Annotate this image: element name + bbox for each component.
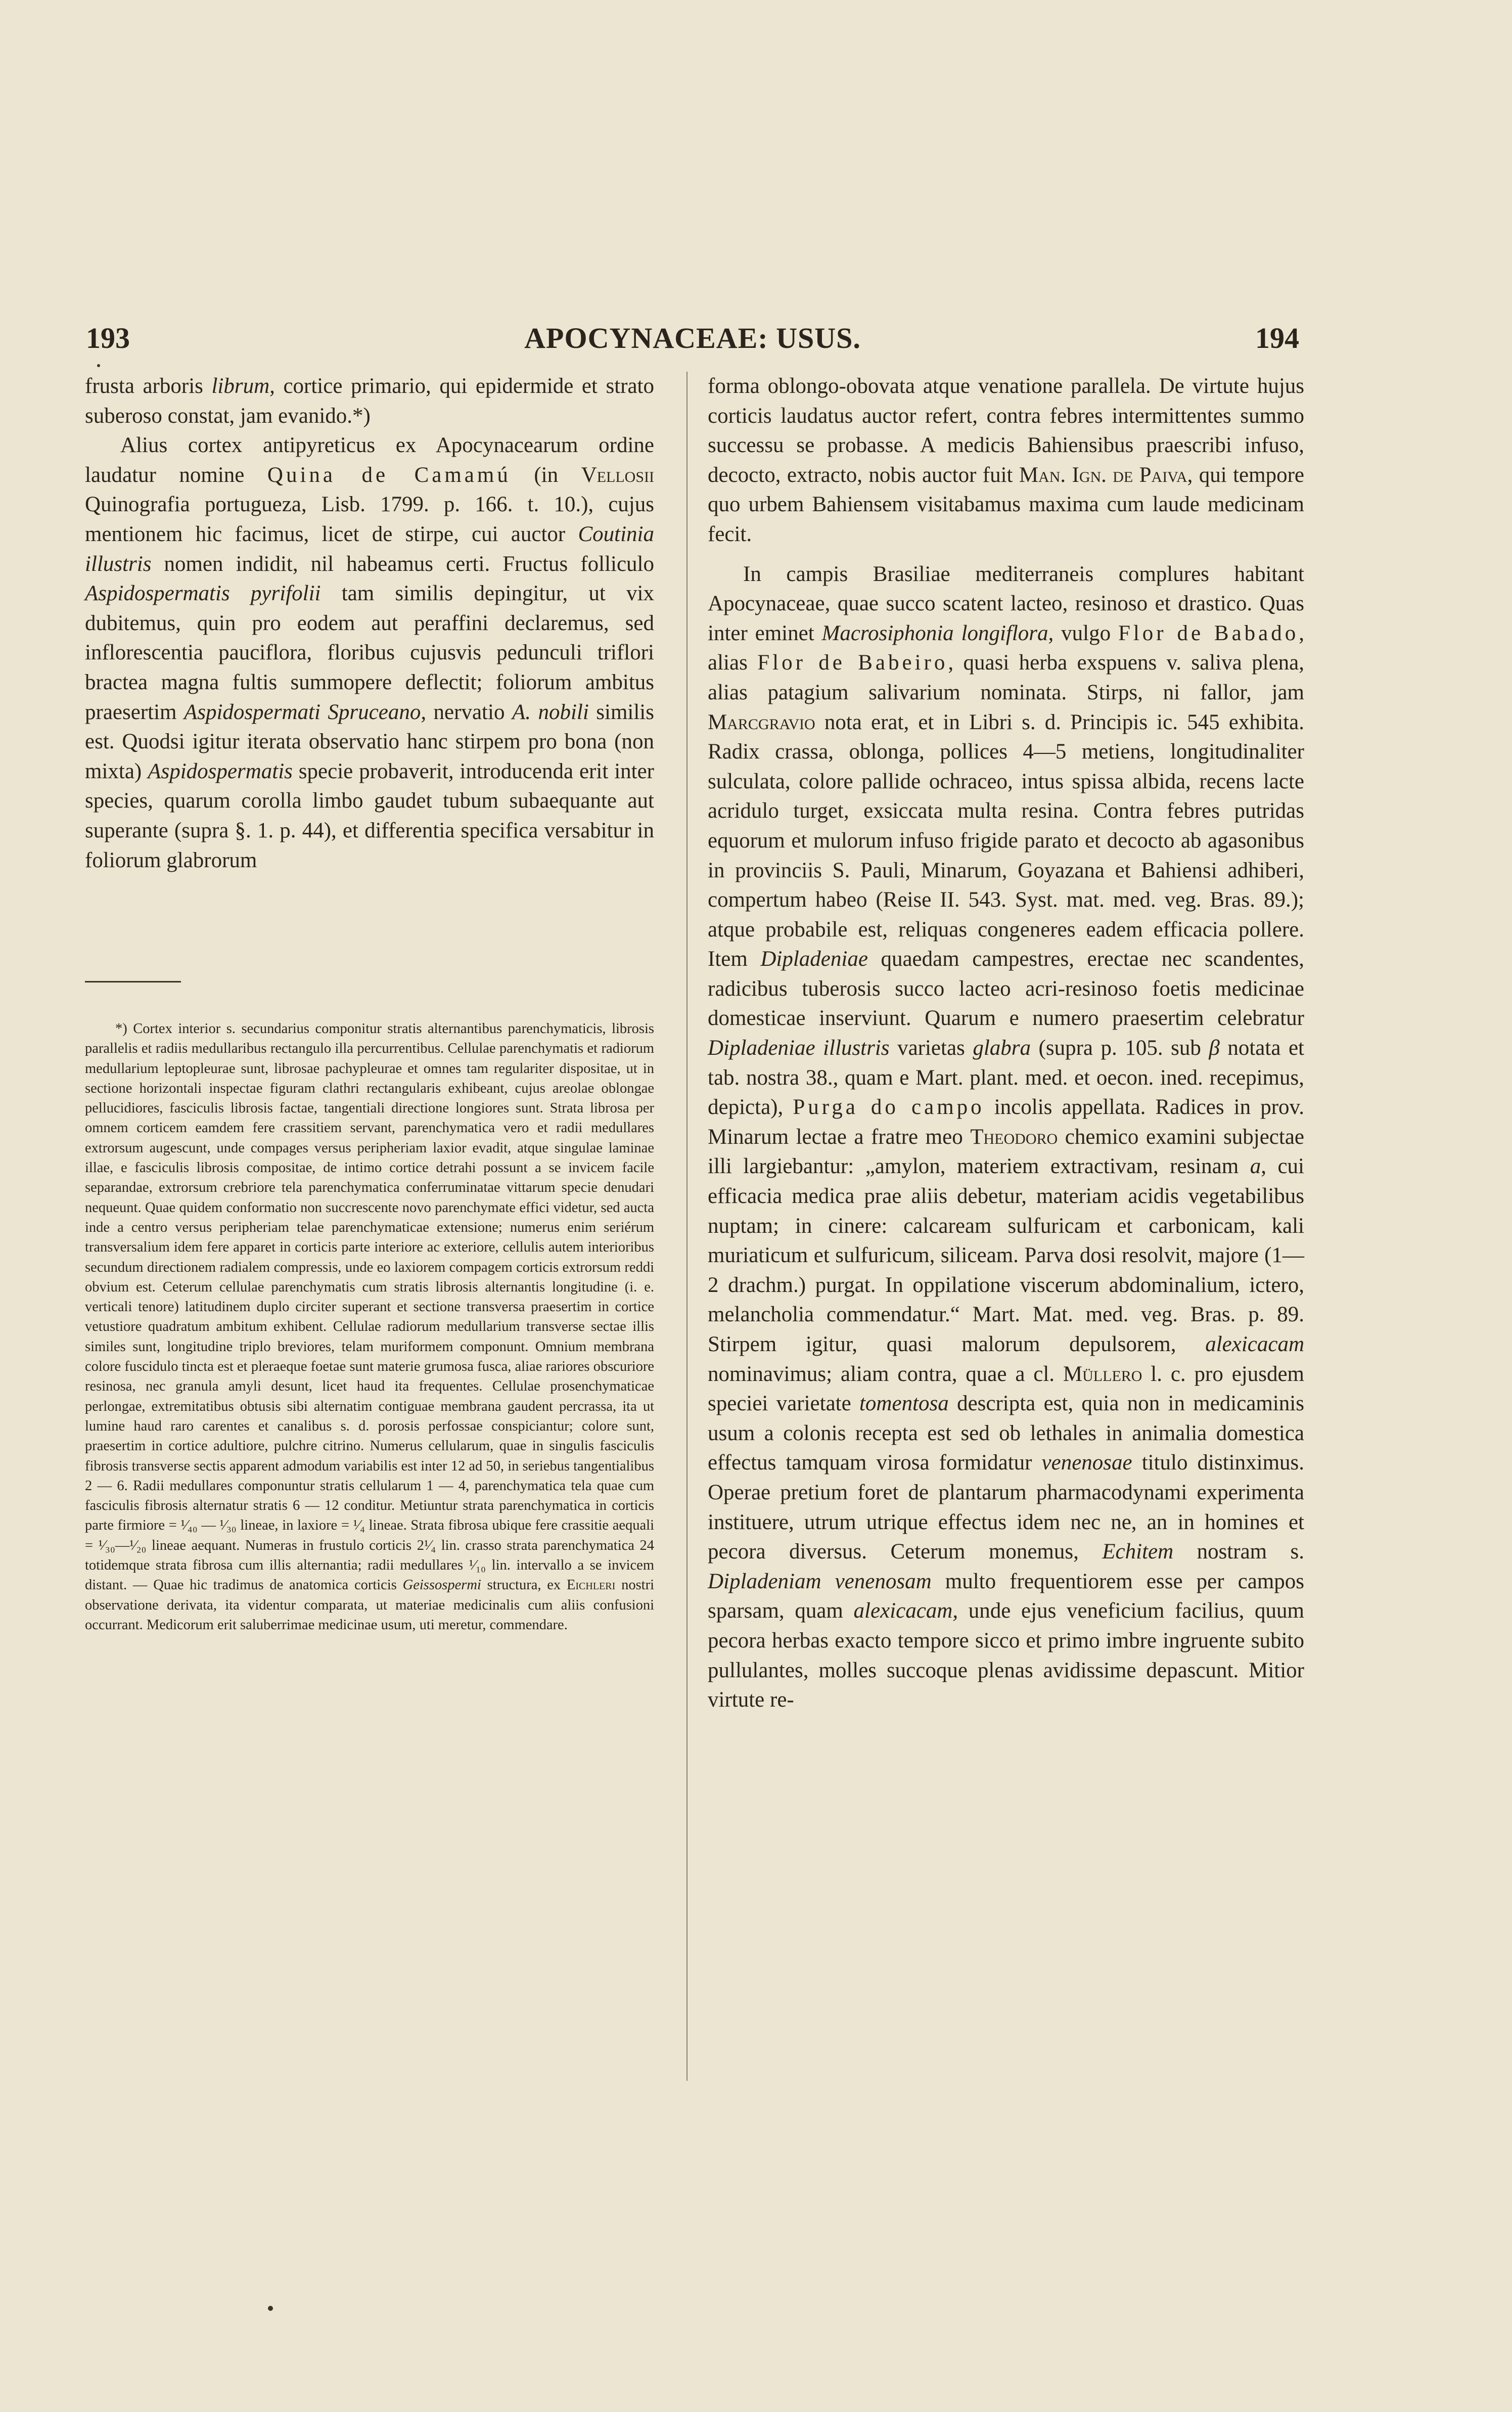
page-header bbox=[86, 321, 1299, 362]
paragraph-quina-de-camamu: Alius cortex antipyreticus ex Apocynacearum ordine laudatur nomine Quina de Camamú (in Vellosii Quinografia portugueza, Lisb. 1799. p. 166. t. 10.), cujus mentionem hic facimus, licet de stirpe, cui auctor Coutinia illustris nomen indidit, nil habeamus certi. Fructus folliculo Aspidospermatis pyrifolii tam similis depingitur, ut vix dubitemus, quin pro eodem aut peraffini declaremus, sed inflorescentia pauciflora, floribus cujusvis pedunculi triflori bractea magna fultis summopere deflectit; foliorum ambitus praesertim Aspidospermati Spruceano, nervatio A. nobili similis est. Quodsi igitur iterata observatio hanc stirpem pro bona (non mixta) Aspidospermatis specie probaverit, introducenda erit inter species, quarum corolla limbo gaudet tubum subaequante aut superante (supra §. 1. p. 44), et differentia specifica versabitur in foliorum glabrorum bbox=[85, 433, 654, 872]
print-speck bbox=[97, 364, 100, 367]
right-column bbox=[708, 372, 1304, 1715]
running-title: APOCYNACEAE: USUS. bbox=[524, 322, 861, 354]
print-speck bbox=[268, 2306, 273, 2311]
footnote bbox=[85, 1019, 654, 1635]
left-column bbox=[85, 372, 654, 875]
footnote-separator bbox=[85, 981, 181, 982]
paragraph-virtute-corticis: forma oblongo-obovata atque venatione parallela. De virtute hujus corticis laudatus auctor refert, contra febres intermittentes summo successu se probasse. A medicis Bahiensibus praescribi infuso, decocto, extracto, nobis auctor fuit Man. Ign. de Paiva, qui tempore quo urbem Bahiensem visitabamus maxima cum laude medicinam fecit. bbox=[708, 374, 1304, 546]
footnote-text: *) Cortex interior s. secundarius componitur stratis alternantibus parenchymaticis, librosis parallelis et radiis medullaribus rectangulo illa percurrentibus. Cellulae parenchymatis et radiorum medullarium leptopleurae sunt, librosae pachypleurae et omnes tam regulariter dispositae, ut in sectione horizontali inspectae figuram clathri rectangularis exhibeant, cujus areolae oblongae pellucidiores, fasciculis librosis factae, tangentiali directione longiores sunt. Strata librosa per omnem corticem eamdem fere crassitiem servant, parenchymatica vero et radii medullares extrorsum augescunt, unde compages versus peripheriam laxior evadit, atque singulae laminae illae, e fasciculis librosis compositae, de intimo cortice detrahi possunt a se invicem facile separandae, extrorsum crebriore tela parenchymatica conferruminatae vittarum specie denudari nequeunt. Quae quidem conformatio non succrescente novo parenchymate effici videtur, sed aucta inde a centro versus peripheriam telae parenchymaticae extensione; numerus enim seriérum transversalium idem fere apparet in corticis parte interiore ac exteriore, cellulis autem interioribus secundum directionem radialem compressis, unde eo laxiorem compagem corticis extrorsum reddi obvium est. Ceterum cellulae parenchymatis cum stratis librosis alternantis longitudine (i. e. verticali tenore) latitudinem duplo circiter superant et sectione transversa praesertim in cortice vetustiore quadratum ambitum exhibent. Cellulae radiorum medullarium transverse sectae illis similes sunt, longitudine triplo breviores, telam muriformem componunt. Omnium membrana colore fuscidulo tincta est et pleraeque foetae sunt materie grumosa fusca, aliae rariores obscuriore resinosa, nec granula amyli desunt, licet haud ita frequentes. Cellulae prosenchymaticae perlongae, extremitatibus obtusis sibi alternatim contiguae membrana gaudent percrassa, ita ut lumine haud raro carentes et canalibus s. d. porosis perfossae conspiciantur; colore sunt, praesertim in cortice adultiore, pulchre citrino. Numerus cellularum, quae in singulis fasciculis fibrosis transverse sectis apparent admodum variabilis est inter 12 ad 50, in seriebus tangentialibus 2 — 6. Radii medullares componuntur stratis cellularum 1 — 4, parenchymatica tela quae cum fasciculis fibrosis alternatur stratis 6 — 12 conditur. Metiuntur strata parenchymatica in corticis parte firmiore = ¹⁄₄₀ — ¹⁄₃₀ lineae, in laxiore = ¹⁄₄ lineae. Strata fibrosa ubique fere crassitie aequali = ¹⁄₃₀—¹⁄₂₀ lineae aequant. Numeras in frustulo corticis 2¹⁄₄ lin. crasso strata parenchymatica 24 totidemque strata fibrosa cum illis alternantia; radii medullares ¹⁄₁₀ lin. intervallo a se invicem distant. — Quae hic tradimus de anatomica corticis Geissospermi structura, ex Eichleri nostri observatione derivata, ita videntur comparata, ut materiae medicinalis cum aliis confusioni occurrant. Medicorum erit saluberrimae medicinae usum, uti meretur, commendare. bbox=[85, 1021, 655, 1633]
paragraph-continuation: frusta arboris librum, cortice primario, qui epidermide et strato suberoso constat, jam evanido.*) bbox=[85, 374, 654, 428]
paragraph-campis-brasiliae: In campis Brasiliae mediterraneis complures habitant Apocynaceae, quae succo scatent lacteo, resinoso et drastico. Quas inter eminet Macrosiphonia longiflora, vulgo Flor de Babado, alias Flor de Babeiro, quasi herba exspuens v. saliva plena, alias patagium salivarium nominata. Stirps, ni fallor, jam Marcgravio nota erat, et in Libri s. d. Principis ic. 545 exhibita. Radix crassa, oblonga, pollices 4—5 metiens, longitudinaliter sulculata, colore pallide ochraceo, intus spissa albida, recens lacte acridulo turget, exsiccata multa resina. Contra febres putridas equorum et mulorum infuso frigide parato et decocto ab agasonibus in provinciis S. Pauli, Minarum, Goyazana et Bahiensi adhiberi, compertum habeo (Reise II. 543. Syst. mat. med. veg. Bras. 89.); atque probabile est, reliquas congeneres eadem efficacia pollere. Item Dipladeniae quaedam campestres, erectae nec scandentes, radicibus tuberosis succo lacteo acri-resinoso foetis medicinae domesticae inserviunt. Quarum e numero praesertim celebratur Dipladeniae illustris varietas glabra (supra p. 105. sub β notata et tab. nostra 38., quam e Mart. plant. med. et oecon. ined. recepimus, depicta), Purga do campo incolis appellata. Radices in prov. Minarum lectae a fratre meo Theodoro chemico examini subjectae illi largiebantur: „amylon, materiem extractivam, resinam a, cui efficacia medica prae aliis debetur, materiam acidis vegetabilibus nuptam; in cinere: calcaream sulfuricam et carbonicam, kali muriaticum et sulfuricum, siliceam. Parva dosi resolvit, majore (1—2 drachm.) purgat. In oppilatione viscerum abdominalium, ictero, melancholia commendatur.“ Mart. Mat. med. veg. Bras. p. 89. Stirpem igitur, quasi malorum depulsorem, alexicacam nominavimus; aliam contra, quae a cl. Müllero l. c. pro ejusdem speciei varietate tomentosa descripta est, quia non in medicaminis usum a colonis recepta est sed ob lethales in animalia domestica effectus tamquam virosa formidatur venenosae titulo distinximus. Operae pretium foret de plantarum pharmacodynami experimenta instituere, utrum utrique effectus idem nec ne, an in homines et pecora diversus. Ceterum monemus, Echitem nostram s. Dipladeniam venenosam multo frequentiorem esse per campos sparsam, quam alexicacam, unde ejus veneficium facilius, quum pecora herbas exacto tempore sicco et primo imbre ingruente subito pullulantes, molles succoque plenas avidissime depascunt. Mitior virtute re- bbox=[708, 562, 1305, 1712]
left-page-number: 193 bbox=[86, 322, 130, 354]
right-page-number: 194 bbox=[1255, 322, 1299, 354]
column-divider bbox=[686, 372, 688, 2081]
